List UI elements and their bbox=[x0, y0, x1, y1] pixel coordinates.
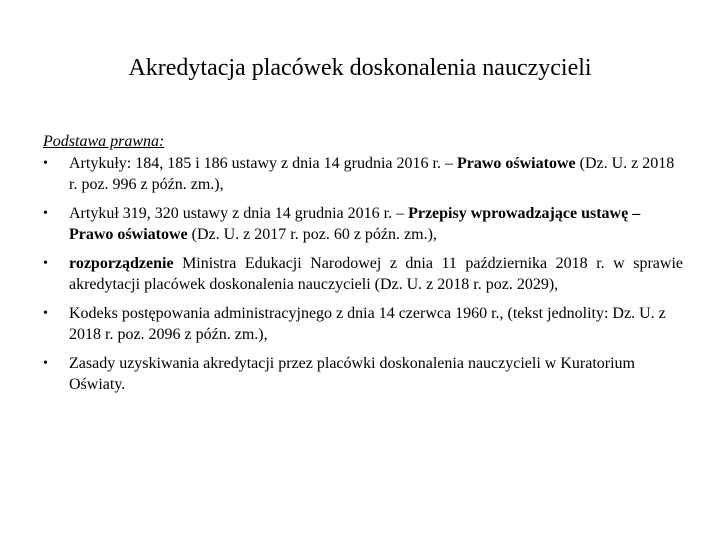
item-text: Zasady uzyskiwania akredytacji przez placówki doskonalenia nauczycieli w Kuratorium Oświaty. bbox=[69, 354, 635, 393]
list-item bbox=[43, 353, 683, 396]
bullet-icon: • bbox=[43, 155, 48, 171]
item-text-bold: rozporządzenie bbox=[69, 254, 174, 272]
item-text: (Dz. U. z 2017 r. poz. 60 z późn. zm.), bbox=[187, 226, 437, 243]
list-item bbox=[43, 253, 683, 296]
legal-basis-list bbox=[43, 153, 683, 396]
bullet-icon: • bbox=[43, 255, 48, 271]
item-text: Artykuł 319, 320 ustawy z dnia 14 grudnia 2016 r. – bbox=[69, 204, 409, 222]
bullet-icon: • bbox=[43, 355, 48, 371]
list-item bbox=[43, 203, 683, 246]
slide-content bbox=[43, 131, 683, 396]
item-text: Kodeks postępowania administracyjnego z dnia 14 czerwca 1960 r., (tekst jednolity: Dz. U. z 2018 r. poz. 2096 z późn. zm.), bbox=[69, 304, 666, 343]
item-text: Ministra Edukacji Narodowej z dnia 11 października 2018 r. w sprawie akredytacji placówek doskonalenia nauczycieli (Dz. U. z 2018 r. poz. 2029), bbox=[69, 254, 683, 293]
item-text: Artykuły: 184, 185 i 186 ustawy z dnia 14 grudnia 2016 r. – bbox=[69, 154, 457, 172]
list-item bbox=[43, 153, 683, 196]
slide-title: Akredytacja placówek doskonalenia nauczycieli bbox=[128, 55, 592, 81]
bullet-icon: • bbox=[43, 305, 48, 321]
list-item bbox=[43, 303, 683, 346]
bullet-icon: • bbox=[43, 205, 48, 221]
legal-basis-label: Podstawa prawna: bbox=[43, 133, 165, 150]
item-text: (Dz. U. z 2018 r. poz. 996 z późn. zm.), bbox=[69, 154, 675, 193]
item-text-bold: Przepisy wprowadzające ustawę – Prawo oświatowe bbox=[69, 204, 641, 243]
item-text-bold: Prawo oświatowe bbox=[456, 154, 576, 172]
